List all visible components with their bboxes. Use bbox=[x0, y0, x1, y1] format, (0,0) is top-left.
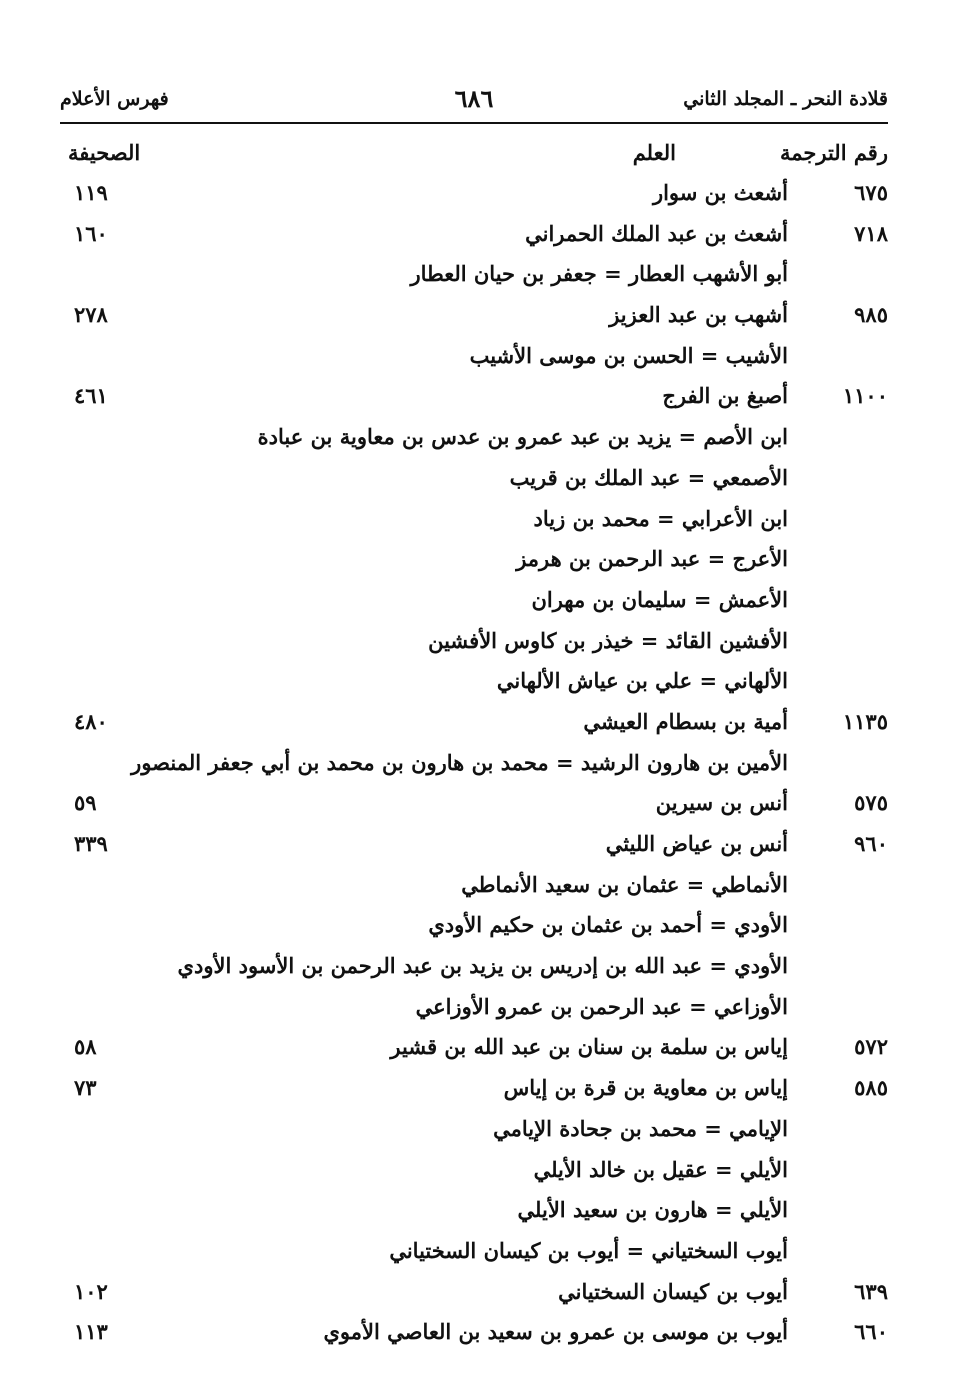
page-number: ٦٨٦ bbox=[454, 84, 494, 113]
index-row bbox=[60, 298, 888, 339]
index-row bbox=[60, 583, 888, 624]
index-row bbox=[60, 664, 888, 705]
index-row bbox=[60, 502, 888, 543]
entry-name: الإيامي = محمد بن جحادة الإيامي bbox=[493, 1115, 788, 1141]
entry-name: أشعث بن سوار bbox=[652, 180, 788, 205]
entry-number: ٦٧٥ bbox=[854, 180, 888, 205]
entry-number: ٩٨٥ bbox=[854, 302, 888, 328]
index-row bbox=[60, 1275, 888, 1316]
index-row bbox=[60, 1234, 888, 1275]
entry-name: الأصمعي = عبد الملك بن قريب bbox=[509, 464, 788, 490]
column-headers bbox=[60, 140, 888, 176]
entry-number: ٧١٨ bbox=[854, 220, 888, 246]
entry-page: ٤٦١ bbox=[74, 383, 108, 409]
index-row bbox=[60, 827, 888, 868]
entry-name: الأودي = أحمد بن عثمان بن حكيم الأودي bbox=[428, 912, 788, 938]
entry-page: ١١٣ bbox=[74, 1319, 108, 1345]
index-row bbox=[60, 217, 888, 258]
entry-name: ابن الأصم = يزيد بن عبد عمرو بن عدس بن معاوية بن عبادة bbox=[257, 424, 788, 450]
entry-number: ٥٧٢ bbox=[854, 1034, 888, 1060]
entry-name: أشهب بن عبد العزيز bbox=[609, 302, 788, 328]
entry-name: أمية بن بسطام العيشي bbox=[583, 708, 788, 734]
index-row bbox=[60, 420, 888, 461]
entry-name: الأعمش = سليمان بن مهران bbox=[531, 586, 788, 612]
entry-name: أيوب بن كيسان السختياني bbox=[558, 1278, 788, 1304]
entry-name: الأيلي = هارون بن سعيد الأيلي bbox=[517, 1197, 788, 1223]
entry-name: الألهاني = علي بن عياش الألهاني bbox=[496, 668, 788, 694]
entry-number: ٩٦٠ bbox=[854, 831, 888, 856]
entry-name: الأفشين القائد = خيذر بن كاوس الأفشين bbox=[428, 627, 788, 653]
index-row bbox=[60, 908, 888, 949]
index-entries bbox=[60, 176, 888, 1356]
column-header-page: الصحيفة bbox=[68, 140, 141, 165]
index-row bbox=[60, 1071, 888, 1112]
entry-name: إياس بن سلمة بن سنان بن عبد الله بن قشير bbox=[390, 1034, 788, 1060]
index-row bbox=[60, 868, 888, 909]
entry-number: ٥٧٥ bbox=[854, 790, 888, 816]
entry-name: الأنماطي = عثمان بن سعيد الأنماطي bbox=[461, 871, 788, 897]
entry-page: ٤٨٠ bbox=[74, 708, 108, 734]
entry-name: أبو الأشهب العطار = جعفر بن حيان العطار bbox=[410, 261, 788, 287]
entry-page: ١٦٠ bbox=[74, 220, 108, 246]
entry-number: ٦٣٩ bbox=[854, 1278, 888, 1304]
entry-name: أيوب السختياني = أيوب بن كيسان السختياني bbox=[389, 1237, 788, 1263]
book-title: قلادة النحر ـ المجلد الثاني bbox=[683, 88, 888, 110]
entry-page: ١٠٢ bbox=[74, 1278, 108, 1304]
index-row bbox=[60, 1315, 888, 1356]
entry-page: ١١٩ bbox=[74, 180, 108, 205]
index-row bbox=[60, 379, 888, 420]
header-rule bbox=[60, 122, 888, 124]
index-row bbox=[60, 786, 888, 827]
entry-name: الأيلي = عقيل بن خالد الأيلي bbox=[533, 1156, 788, 1182]
entry-page: ٥٩ bbox=[74, 790, 97, 816]
column-header-name: العلم bbox=[632, 140, 676, 165]
index-row bbox=[60, 176, 888, 217]
entry-page: ٥٨ bbox=[74, 1034, 97, 1060]
entry-number: ٦٦٠ bbox=[854, 1319, 888, 1345]
index-row bbox=[60, 339, 888, 380]
index-row bbox=[60, 746, 888, 787]
entry-name: الأودي = عبد الله بن إدريس بن يزيد بن عبد الرحمن بن الأسود الأودي bbox=[177, 953, 788, 979]
entry-name: أنس بن سيرين bbox=[655, 790, 788, 816]
index-row bbox=[60, 1030, 888, 1071]
entry-page: ٣٣٩ bbox=[74, 831, 108, 856]
entry-name: إياس بن معاوية بن قرة بن إياس bbox=[503, 1075, 788, 1101]
entry-name: ابن الأعرابي = محمد بن زياد bbox=[533, 505, 788, 531]
entry-page: ٢٧٨ bbox=[74, 302, 108, 328]
entry-name: الأشيب = الحسن بن موسى الأشيب bbox=[469, 342, 788, 368]
entry-page: ٧٣ bbox=[74, 1075, 97, 1101]
entry-number: ٥٨٥ bbox=[854, 1075, 888, 1101]
index-row bbox=[60, 1153, 888, 1194]
entry-number: ١١٣٥ bbox=[842, 708, 888, 734]
entry-name: أصبغ بن الفرج bbox=[662, 383, 788, 409]
index-row bbox=[60, 1193, 888, 1234]
index-row bbox=[60, 624, 888, 665]
entry-number: ١١٠٠ bbox=[842, 383, 888, 409]
index-row bbox=[60, 542, 888, 583]
entry-name: أيوب بن موسى بن عمرو بن سعيد بن العاصي الأموي bbox=[323, 1319, 788, 1345]
section-title: فهرس الأعلام bbox=[60, 88, 169, 110]
index-row bbox=[60, 705, 888, 746]
running-head bbox=[60, 84, 888, 118]
entry-name: أنس بن عياض الليثي bbox=[605, 831, 788, 856]
column-header-number: رقم الترجمة bbox=[779, 140, 888, 165]
index-row bbox=[60, 1112, 888, 1153]
entry-name: الأوزاعي = عبد الرحمن بن عمرو الأوزاعي bbox=[415, 993, 788, 1019]
entry-name: الأعرج = عبد الرحمن بن هرمز bbox=[516, 546, 788, 572]
index-row bbox=[60, 990, 888, 1031]
entry-name: الأمين بن هارون الرشيد = محمد بن هارون بن محمد بن أبي جعفر المنصور bbox=[131, 749, 788, 775]
index-row bbox=[60, 461, 888, 502]
entry-name: أشعث بن عبد الملك الحمراني bbox=[525, 220, 788, 246]
index-row bbox=[60, 257, 888, 298]
index-row bbox=[60, 949, 888, 990]
